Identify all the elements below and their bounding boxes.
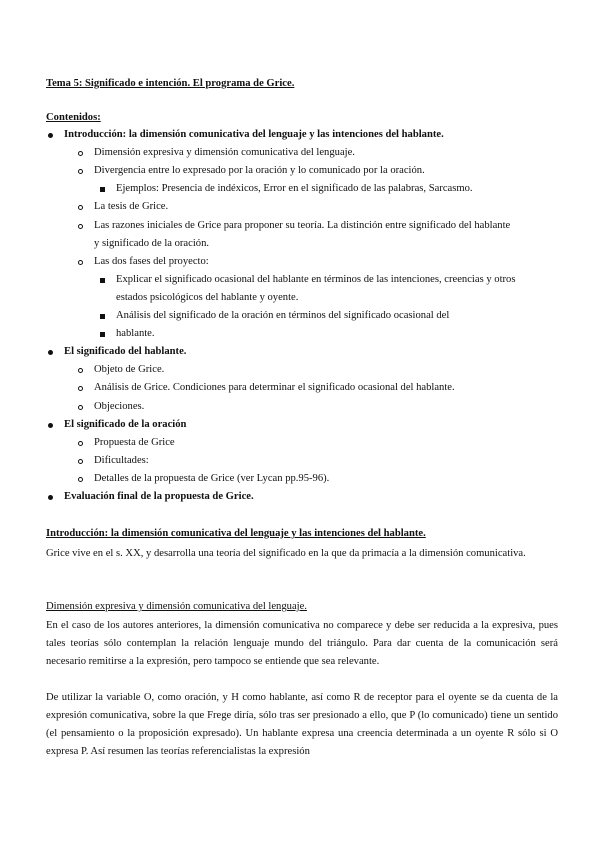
bullet-circle-icon bbox=[78, 441, 83, 446]
outline-item: Dimensión expresiva y dimensión comunicativa del lenguaje. bbox=[94, 147, 355, 159]
bullet-dot-icon bbox=[48, 350, 53, 355]
outline-item: Evaluación final de la propuesta de Grice. bbox=[64, 491, 254, 502]
outline-item: Objeto de Grice. bbox=[94, 364, 165, 376]
outline-item: La tesis de Grice. bbox=[94, 201, 169, 213]
section-heading-introduction: Introducción: la dimensión comunicativa del lenguaje y las intenciones del hablante. bbox=[46, 528, 426, 539]
paragraph-dimension-2: De utilizar la variable O, como oración, y H como hablante, así como R de receptor para el oyente se da cuenta de la expresión comunicativa, sobre la que Frege diría, sólo tras ser presionado a ello, que P (lo comunicado) tiene un sentido (el pensamiento o la proposición expresado). Un hablante expresa una creencia determinada a un oyente R sólo si O expresa P. Así resumen las teorías referencialistas la expresión bbox=[46, 692, 558, 757]
bullet-circle-icon bbox=[78, 386, 83, 391]
bullet-circle-icon bbox=[78, 368, 83, 373]
bullet-square-icon bbox=[100, 187, 105, 192]
outline-item: Objeciones. bbox=[94, 400, 145, 412]
bullet-circle-icon bbox=[78, 205, 83, 210]
outline-item: Análisis del significado de la oración en términos del significado ocasional del bbox=[116, 310, 450, 321]
outline-item: Propuesta de Grice bbox=[94, 436, 175, 448]
outline-item: Introducción: la dimensión comunicativa del lenguaje y las intenciones del hablante. bbox=[64, 129, 444, 140]
bullet-circle-icon bbox=[78, 405, 83, 410]
bullet-dot-icon bbox=[48, 423, 53, 428]
section-heading-dimension: Dimensión expresiva y dimensión comunicativa del lenguaje. bbox=[46, 601, 307, 612]
bullet-circle-icon bbox=[78, 260, 83, 265]
bullet-dot-icon bbox=[48, 495, 53, 500]
outline-item: Análisis de Grice. Condiciones para determinar el significado ocasional del hablante. bbox=[94, 382, 455, 394]
bullet-square-icon bbox=[100, 332, 105, 337]
bullet-circle-icon bbox=[78, 151, 83, 156]
outline-item: Dificultades: bbox=[94, 454, 149, 466]
outline-item: Las razones iniciales de Grice para proponer su teoría. La distinción entre significado del hablante bbox=[94, 219, 511, 231]
bullet-circle-icon bbox=[78, 224, 83, 229]
bullet-square-icon bbox=[100, 314, 105, 319]
contents-heading: Contenidos: bbox=[46, 112, 101, 123]
bullet-square-icon bbox=[100, 278, 105, 283]
outline-item: hablante. bbox=[116, 328, 155, 340]
document-title: Tema 5: Significado e intención. El programa de Grice. bbox=[46, 78, 295, 89]
outline-item: Ejemplos: Presencia de indéxicos, Error en el significado de las palabras, Sarcasmo. bbox=[116, 183, 473, 195]
bullet-circle-icon bbox=[78, 459, 83, 464]
outline-item: estados psicológicos del hablante y oyente. bbox=[116, 291, 299, 303]
outline-item: El significado del hablante. bbox=[64, 346, 187, 358]
paragraph-dimension-1: En el caso de los autores anteriores, la dimensión comunicativa no comparece y debe ser reducida a la expresiva, pues tales teorías sólo contemplan la relación lenguaje mundo del triángulo. Para dar cuenta de la comunicación será necesario remitirse a la expresión, pero tampoco se entiende que sea relevante. bbox=[46, 620, 558, 667]
bullet-circle-icon bbox=[78, 169, 83, 174]
bullet-circle-icon bbox=[78, 477, 83, 482]
outline-item: Explicar el significado ocasional del hablante en términos de las intenciones, creencias y otros bbox=[116, 273, 516, 285]
outline-item: y significado de la oración. bbox=[94, 237, 210, 249]
outline-item: Detalles de la propuesta de Grice (ver Lycan pp.95-96). bbox=[94, 472, 330, 484]
outline-item: El significado de la oración bbox=[64, 418, 187, 430]
outline-item: Las dos fases del proyecto: bbox=[94, 255, 209, 267]
paragraph-introduction: Grice vive en el s. XX, y desarrolla una teoría del significado en la que da primacía a la dimensión comunicativa. bbox=[46, 548, 526, 559]
bullet-dot-icon bbox=[48, 133, 53, 138]
outline-item: Divergencia entre lo expresado por la oración y lo comunicado por la oración. bbox=[94, 165, 425, 177]
